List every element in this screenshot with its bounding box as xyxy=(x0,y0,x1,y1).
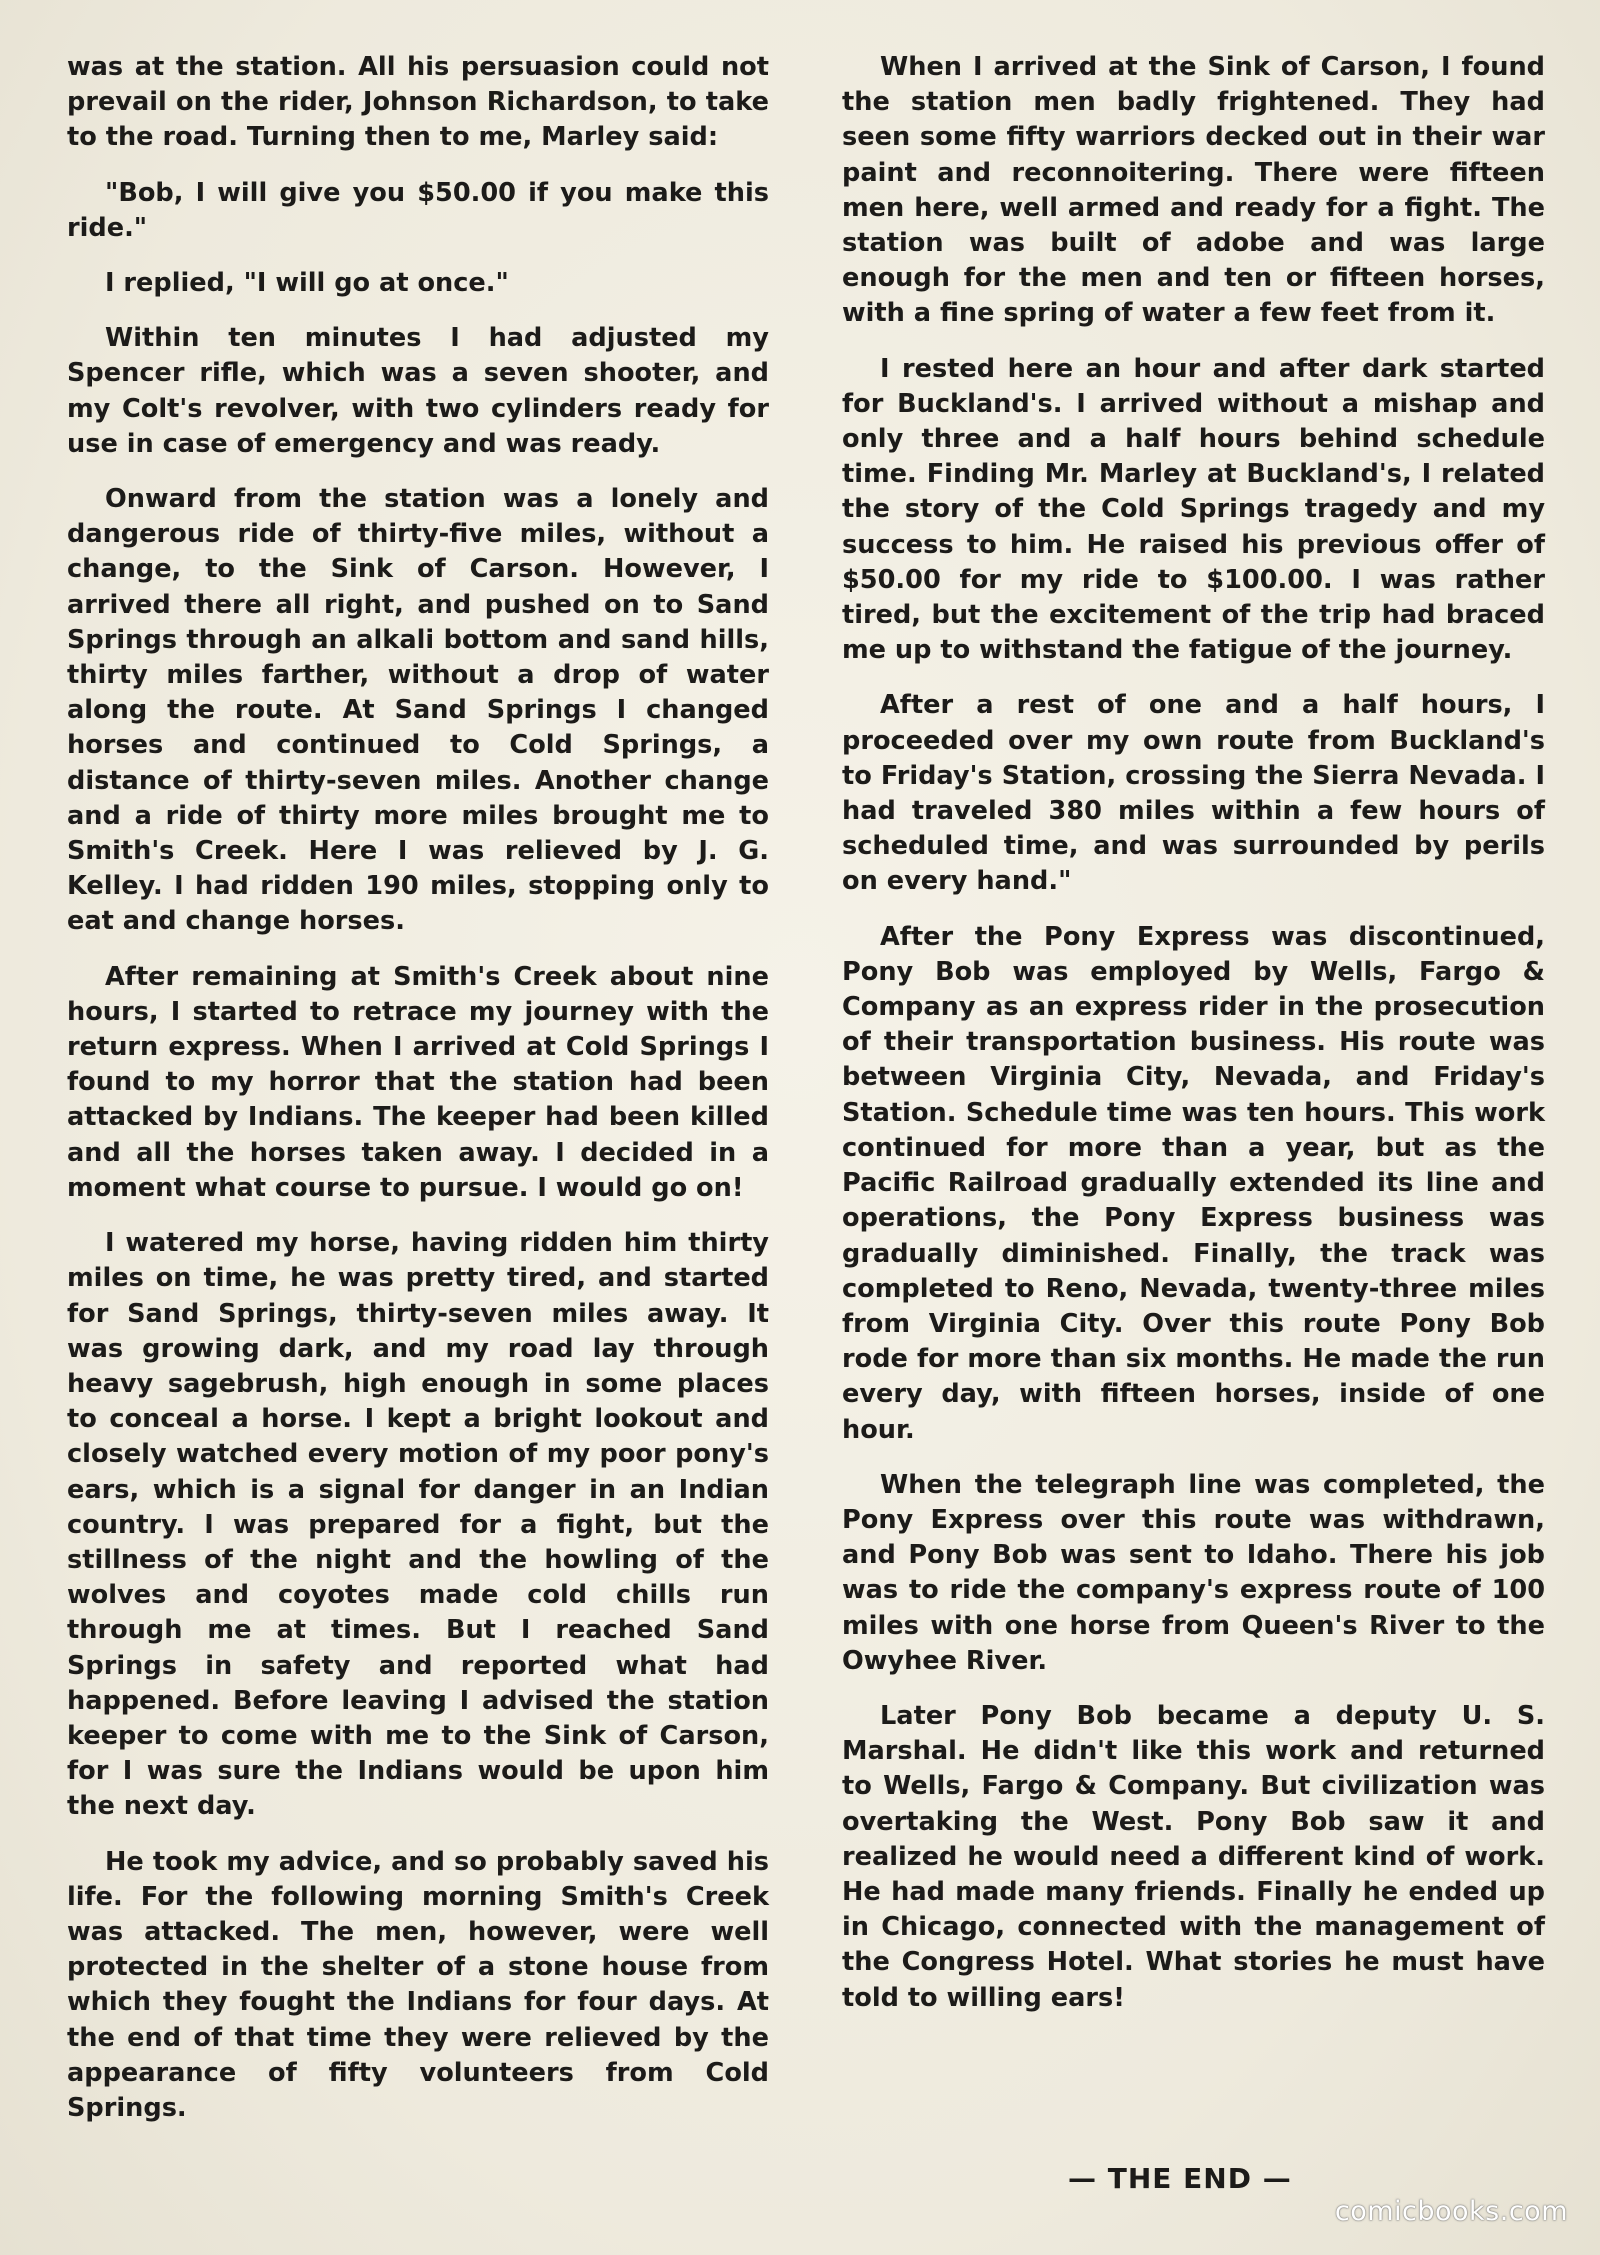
paragraph: "Bob, I will give you $50.00 if you make this ride." xyxy=(67,177,769,243)
paragraph: Onward from the station was a lonely and dangerous ride of thirty-five miles, without a change, to the Sink of Carson. However, I arrived there all right, and pushed on to Sand Springs through an alkali bottom and sand hills, thirty miles farther, without a drop of water along the route. At Sand Springs I changed horses and continued to Cold Springs, a distance of thirty-seven miles. Another change and a ride of thirty more miles brought me to Smith's Creek. Here I was relieved by J. G. Kelley. I had ridden 190 miles, stopping only to eat and change horses. xyxy=(67,484,769,937)
paragraph: Later Pony Bob became a deputy U. S. Marshal. He didn't like this work and returned to Wells, Fargo & Company. But civilization was overtaking the West. Pony Bob saw it and realized he would need a different kind of work. He had made many friends. Finally he ended up in Chicago, connected with the management of the Congress Hotel. What stories he must have told to willing ears! xyxy=(842,1700,1545,2013)
right-column xyxy=(842,50,1545,2036)
paragraph: After a rest of one and a half hours, I proceeded over my own route from Buckland's to Friday's Station, crossing the Sierra Nevada. I had traveled 380 miles within a few hours of scheduled time, and was surrounded by perils on every hand." xyxy=(842,690,1545,897)
paragraph: I watered my horse, having ridden him thirty miles on time, he was pretty tired, and started for Sand Springs, thirty-seven miles away. It was growing dark, and my road lay through heavy sagebrush, high enough in some places to conceal a horse. I kept a bright lookout and closely watched every motion of my poor pony's ears, which is a signal for danger in an Indian country. I was prepared for a fight, but the stillness of the night and the howling of the wolves and coyotes made cold chills run through me at times. But I reached Sand Springs in safety and reported what had happened. Before leaving I advised the station keeper to come with me to the Sink of Carson, for I was sure the Indians would be upon him the next day. xyxy=(67,1228,769,1822)
paragraph: I rested here an hour and after dark started for Buckland's. I arrived without a mishap and only three and a half hours behind schedule time. Finding Mr. Marley at Buckland's, I related the story of the Cold Springs tragedy and my success to him. He raised his previous offer of $50.00 for my ride to $100.00. I was rather tired, but the excitement of the trip had braced me up to withstand the fatigue of the journey. xyxy=(842,353,1545,666)
paragraph: He took my advice, and so probably saved his life. For the following morning Smith's Creek was attacked. The men, however, were well protected in the shelter of a stone house from which they fought the Indians for four days. At the end of that time they were relieved by the appearance of fifty volunteers from Cold Springs. xyxy=(67,1846,769,2123)
paragraph: When the telegraph line was completed, the Pony Express over this route was withdrawn, and Pony Bob was sent to Idaho. There his job was to ride the company's express route of 100 miles with one horse from Queen's River to the Owyhee River. xyxy=(842,1469,1545,1676)
paragraph: After the Pony Express was discontinued, Pony Bob was employed by Wells, Fargo & Company as an express rider in the prosecution of their transportation business. His route was between Virginia City, Nevada, and Friday's Station. Schedule time was ten hours. This work continued for more than a year, but as the Pacific Railroad gradually extended its line and operations, the Pony Express business was gradually diminished. Finally, the track was completed to Reno, Nevada, twenty-three miles from Virginia City. Over this route Pony Bob rode for more than six months. He made the run every day, with fifteen horses, inside of one hour. xyxy=(842,921,1545,1445)
paragraph: was at the station. All his persuasion could not prevail on the rider, Johnson Richardson, to take to the road. Turning then to me, Marley said: xyxy=(67,52,769,153)
paragraph: When I arrived at the Sink of Carson, I found the station men badly frightened. They had seen some fifty warriors decked out in their war paint and reconnoitering. There were fifteen men here, well armed and ready for a fight. The station was built of adobe and was large enough for the men and ten or fifteen horses, with a fine spring of water a few feet from it. xyxy=(842,52,1545,329)
left-column xyxy=(67,50,769,2146)
paragraph: After remaining at Smith's Creek about nine hours, I started to retrace my journey with the return express. When I arrived at Cold Springs I found to my horror that the station had been attacked by Indians. The keeper had been killed and all the horses taken away. I decided in a moment what course to pursue. I would go on! xyxy=(67,961,769,1203)
paragraph: I replied, "I will go at once." xyxy=(105,268,509,299)
watermark: comicbooks.com xyxy=(1334,2196,1568,2227)
the-end-marker: — THE END — xyxy=(1068,2162,1292,2195)
paragraph: Within ten minutes I had adjusted my Spencer rifle, which was a seven shooter, and my Colt's revolver, with two cylinders ready for use in case of emergency and was ready. xyxy=(67,323,769,459)
